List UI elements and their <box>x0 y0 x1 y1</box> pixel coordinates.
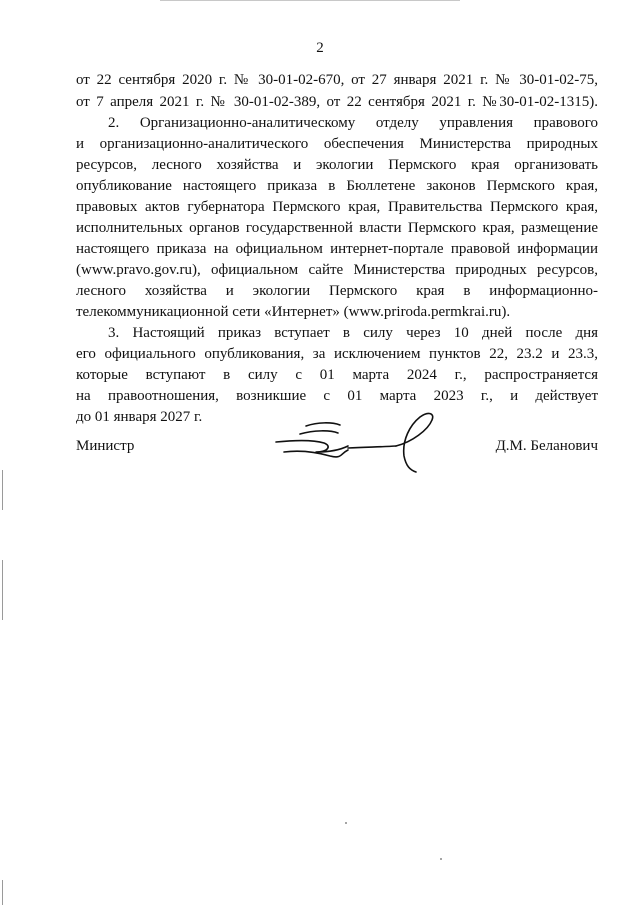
scan-speck <box>345 822 347 824</box>
body-line: правовых актов губернатора Пермского края, Правительства Пермского края, <box>76 199 598 215</box>
scan-margin-mark <box>2 880 3 905</box>
scan-margin-mark <box>2 470 3 510</box>
scan-margin-mark <box>2 560 3 620</box>
signatory-title: Министр <box>76 438 135 454</box>
body-line: которые вступают в силу с 01 марта 2024 г., распространяется <box>76 367 598 383</box>
body-line: (www.pravo.gov.ru), официальном сайте Министерства природных ресурсов, <box>76 262 598 278</box>
signatory-name: Д.М. Беланович <box>495 438 598 454</box>
handwritten-signature <box>270 412 450 476</box>
body-line: настоящего приказа на официальном интернет-портале правовой информации <box>76 241 598 257</box>
body-line: его официального опубликования, за исключением пунктов 22, 23.2 и 23.3, <box>76 346 598 362</box>
body-line: исполнительных органов государственной власти Пермского края, размещение <box>76 220 598 236</box>
body-line: от 22 сентября 2020 г. № 30-01-02-670, от 27 января 2021 г. № 30-01-02-75, <box>76 72 598 88</box>
paragraph-2-start: 2. Организационно-аналитическому отделу управления правового <box>108 115 598 131</box>
body-line: телекоммуникационной сети «Интернет» (www.priroda.permkrai.ru). <box>76 304 511 320</box>
body-line: на правоотношения, возникшие с 01 марта 2023 г., и действует <box>76 388 598 404</box>
top-scan-edge <box>160 0 460 1</box>
body-line: от 7 апреля 2021 г. № 30-01-02-389, от 22 сентября 2021 г. №30-01-02-1315). <box>76 94 598 110</box>
body-line: и организационно-аналитического обеспечения Министерства природных <box>76 136 598 152</box>
body-line: лесного хозяйства и экологии Пермского края в информационно- <box>76 283 598 299</box>
body-line: опубликование настоящего приказа в Бюллетене законов Пермского края, <box>76 178 598 194</box>
paragraph-3-start: 3. Настоящий приказ вступает в силу через 10 дней после дня <box>108 325 598 341</box>
scan-speck <box>440 858 442 860</box>
body-line: до 01 января 2027 г. <box>76 409 203 425</box>
page-number: 2 <box>316 40 324 56</box>
body-line: ресурсов, лесного хозяйства и экологии Пермского края организовать <box>76 157 598 173</box>
